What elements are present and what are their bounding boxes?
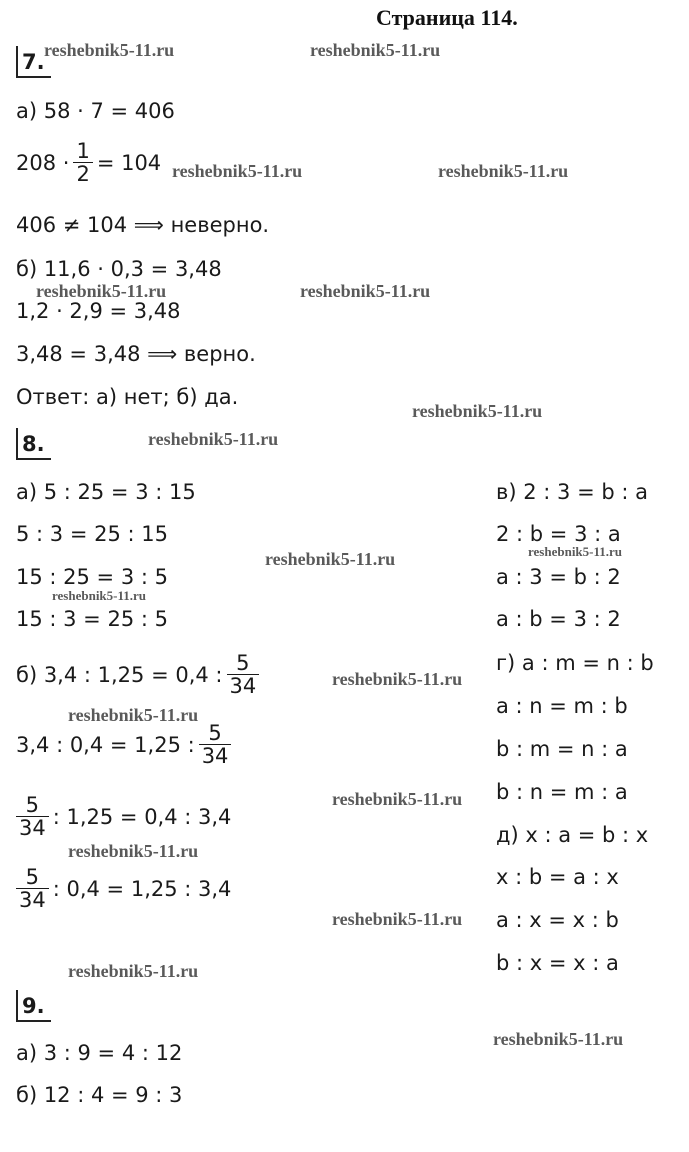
watermark: reshebnik5-11.ru: [172, 161, 303, 181]
task-8-a-line-1: а) 5 : 25 = 3 : 15: [16, 480, 196, 504]
task-8-d-line-2: x : b = a : x: [496, 865, 619, 889]
fraction: [16, 866, 49, 911]
task-8-a-line-3: 15 : 25 = 3 : 5: [16, 565, 168, 589]
watermark: reshebnik5-11.ru: [36, 281, 167, 301]
task-8-g-line-2: a : n = m : b: [496, 694, 628, 718]
task-8-b-line-3: [12, 794, 231, 839]
task-7-answer: Ответ: а) нет; б) да.: [16, 385, 239, 409]
expr-prefix: 208 ·: [16, 150, 70, 175]
fraction-numerator: 5: [208, 721, 222, 745]
page-title: Страница 114.: [376, 5, 518, 30]
task-8-v-line-1: в) 2 : 3 = b : a: [496, 480, 648, 504]
watermark: reshebnik5-11.ru: [528, 544, 623, 559]
task-8-g-line-4: b : n = m : a: [496, 780, 628, 804]
watermark: reshebnik5-11.ru: [44, 40, 175, 60]
task-8-v-line-4: a : b = 3 : 2: [496, 607, 621, 631]
fraction-denominator: 34: [16, 816, 49, 839]
task-8-v-line-3: a : 3 = b : 2: [496, 565, 621, 589]
fraction-numerator: 5: [236, 651, 250, 675]
watermark: reshebnik5-11.ru: [68, 841, 199, 861]
expr-suffix: : 1,25 = 0,4 : 3,4: [52, 804, 232, 829]
fraction: [199, 722, 232, 767]
watermark: reshebnik5-11.ru: [52, 588, 147, 603]
fraction-denominator: 2: [73, 162, 92, 185]
watermark: reshebnik5-11.ru: [493, 1029, 624, 1049]
fraction-denominator: 34: [199, 744, 232, 767]
task-8-b-line-2: [16, 722, 235, 767]
fraction-numerator: 1: [76, 139, 90, 163]
task-8-a-line-2: 5 : 3 = 25 : 15: [16, 522, 168, 546]
watermark: reshebnik5-11.ru: [310, 40, 441, 60]
task-8-g-line-1: г) a : m = n : b: [496, 651, 654, 675]
watermark: reshebnik5-11.ru: [332, 789, 463, 809]
task-8-g-line-3: b : m = n : a: [496, 737, 628, 761]
expr-prefix: 3,4 : 0,4 = 1,25 :: [16, 732, 195, 757]
task-8-b-line-1: [16, 652, 263, 697]
task-7-b-line-1: б) 11,6 · 0,3 = 3,48: [16, 257, 222, 281]
expr-prefix: б) 3,4 : 1,25 = 0,4 :: [16, 662, 223, 687]
task-7-b-line-3: 3,48 = 3,48 ⟹ верно.: [16, 342, 256, 366]
task-7-b-line-2: 1,2 · 2,9 = 3,48: [16, 299, 181, 323]
task-8-d-line-4: b : x = x : a: [496, 951, 619, 975]
watermark: reshebnik5-11.ru: [68, 705, 199, 725]
watermark: reshebnik5-11.ru: [148, 429, 279, 449]
watermark: reshebnik5-11.ru: [68, 961, 199, 981]
fraction-numerator: 5: [25, 793, 40, 817]
expr-suffix: : 0,4 = 1,25 : 3,4: [52, 876, 232, 901]
expr-suffix: = 104: [96, 150, 162, 175]
task-7-a-line-1: а) 58 · 7 = 406: [16, 99, 175, 123]
task-8-v-line-2: 2 : b = 3 : a: [496, 522, 621, 546]
task-9-a: а) 3 : 9 = 4 : 12: [16, 1041, 183, 1065]
watermark: reshebnik5-11.ru: [332, 669, 463, 689]
watermark: reshebnik5-11.ru: [265, 549, 396, 569]
task-7-number: 7.: [16, 46, 51, 78]
task-7-a-line-2: [16, 140, 161, 185]
watermark: reshebnik5-11.ru: [300, 281, 431, 301]
fraction-denominator: 34: [16, 888, 49, 911]
watermark: reshebnik5-11.ru: [332, 909, 463, 929]
task-8-d-line-1: д) x : a = b : x: [496, 823, 649, 847]
task-7-a-line-3: 406 ≠ 104 ⟹ неверно.: [16, 213, 270, 237]
fraction-denominator: 34: [227, 674, 260, 697]
fraction-numerator: 5: [25, 865, 40, 889]
watermark: reshebnik5-11.ru: [412, 401, 543, 421]
fraction: [227, 652, 260, 697]
task-8-number: 8.: [16, 428, 51, 460]
fraction: [73, 140, 92, 185]
watermark: reshebnik5-11.ru: [438, 161, 569, 181]
task-8-b-line-4: [12, 866, 231, 911]
task-9-b: б) 12 : 4 = 9 : 3: [16, 1083, 183, 1107]
fraction: [16, 794, 49, 839]
task-8-a-line-4: 15 : 3 = 25 : 5: [16, 607, 168, 631]
task-8-d-line-3: a : x = x : b: [496, 908, 619, 932]
task-9-number: 9.: [16, 990, 51, 1022]
